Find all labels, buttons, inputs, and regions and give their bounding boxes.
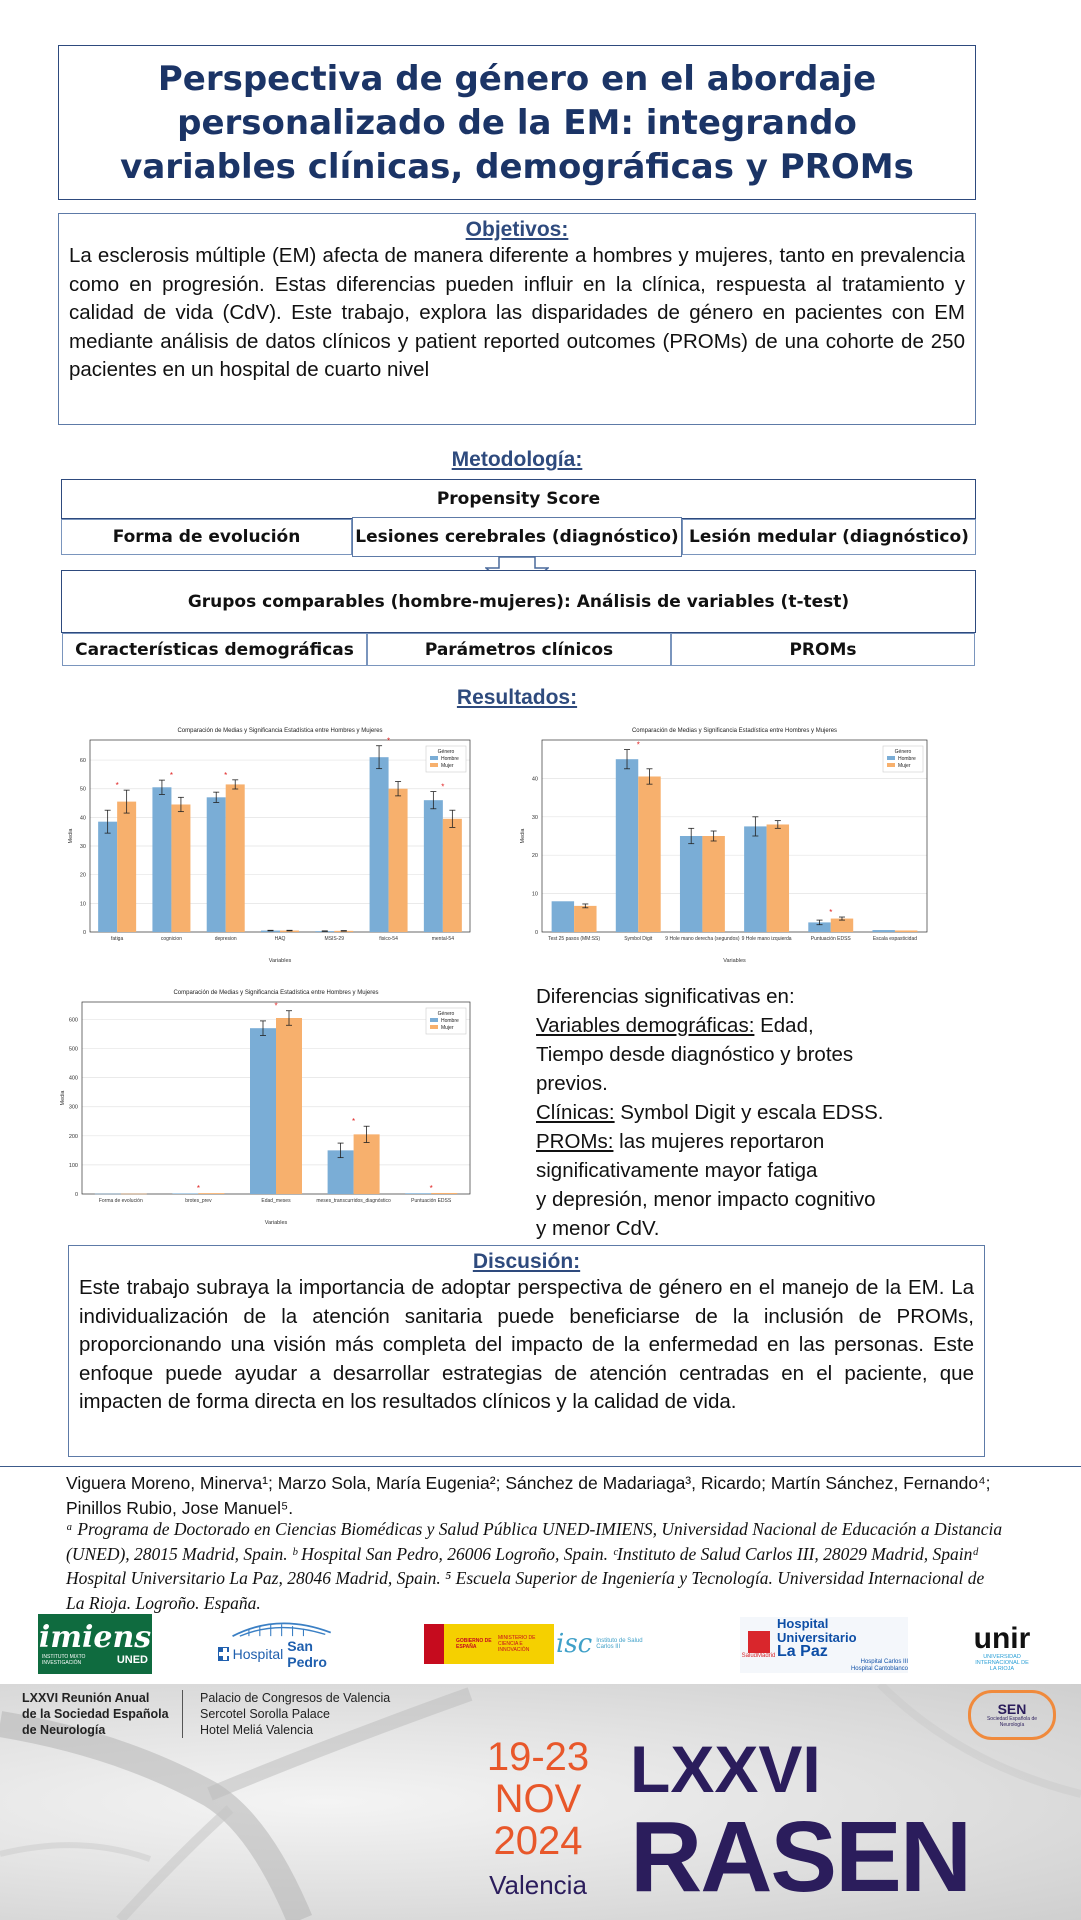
bar-mujer (767, 824, 789, 932)
chart-title: Comparación de Medias y Significancia Estadística entre Hombres y Mujeres (173, 990, 379, 996)
bar-mujer (702, 836, 724, 932)
significance-marker: * (387, 736, 391, 746)
legend-swatch (430, 763, 438, 767)
method-cell-clinicos (367, 633, 671, 666)
congress-name: RASEN (630, 1801, 971, 1913)
method-cell-label: Lesión medular (diagnóstico) (689, 527, 969, 547)
spain-flag-icon (424, 1624, 444, 1664)
x-tick-label: 9 Hole mano izquierda (741, 936, 792, 942)
legend-swatch (430, 1025, 438, 1029)
x-tick-label: Symbol Digit (624, 936, 653, 942)
findings-line: significativamente mayor fatiga (536, 1159, 818, 1182)
bar-hombre (250, 1028, 276, 1194)
sen-logo-text: SEN (997, 1701, 1027, 1717)
chart-clinicos (516, 722, 935, 966)
chart-demograficos (56, 984, 478, 1228)
gobierno-label: GOBIERNO DE ESPAÑA (456, 1638, 492, 1650)
grupos-comparables-box (61, 570, 976, 633)
y-tick-label: 20 (531, 853, 538, 860)
x-tick-label: Edad_meses (261, 1198, 291, 1204)
x-tick-label: Puntuación EDSS (810, 936, 851, 942)
y-axis-label: Media (520, 828, 526, 844)
objetivos-heading: Objetivos: (465, 218, 569, 241)
meeting-title (22, 1690, 169, 1738)
y-tick-label: 0 (74, 1192, 78, 1198)
banner-divider (182, 1690, 183, 1738)
bar-mujer (171, 804, 190, 932)
significance-marker: * (352, 1117, 356, 1127)
x-axis-label: Variables (723, 958, 746, 964)
x-tick-label: Forma de evolución (98, 1198, 143, 1204)
hospital-san-pedro-logo (218, 1618, 340, 1670)
venue-line: Palacio de Congresos de Valencia (200, 1691, 391, 1705)
title-box (58, 45, 976, 200)
y-tick-label: 0 (82, 930, 86, 936)
findings-line-text: las mujeres reportaron (613, 1130, 825, 1153)
findings-text (536, 982, 956, 1243)
objetivos-section (58, 213, 976, 425)
x-tick-label: fisico-54 (379, 936, 398, 942)
legend-label: Mujer (441, 763, 454, 769)
sen-logo-subtitle: Sociedad Española de Neurología (986, 1716, 1038, 1728)
bar-hombre (744, 826, 766, 932)
unir-logo (960, 1620, 1044, 1676)
discusion-section (68, 1245, 985, 1457)
authors-list: Viguera Moreno, Minerva¹; Marzo Sola, María Eugenia²; Sánchez de Madariaga³, Ricardo; Martín Sánchez, Fernando⁴; Pinillos Rubio, Jose Manuel⁵. (66, 1473, 991, 1518)
x-tick-label: depresion (214, 936, 237, 942)
la-paz-label-a: Hospital Universitario (777, 1616, 857, 1645)
isciii-label: Instituto de Salud Carlos III (596, 1638, 643, 1650)
y-tick-label: 200 (68, 1133, 78, 1140)
imiens-logo (38, 1614, 152, 1674)
dates-month: NOV (494, 1777, 582, 1821)
bar-hombre (207, 797, 226, 932)
bar-hombre (552, 901, 574, 932)
congress-dates (478, 1736, 598, 1862)
bar-mujer (121, 1194, 147, 1195)
gobierno-espana-logo (424, 1624, 554, 1664)
dates-year: 2024 (493, 1819, 583, 1863)
method-cell-demograficas (62, 633, 367, 666)
grupos-comparables-label: Grupos comparables (hombre-mujeres): Análisis de variables (t-test) (187, 591, 850, 612)
findings-line-text: Edad, (754, 1014, 814, 1037)
findings-line-text: Symbol Digit y escala EDSS. (614, 1101, 884, 1124)
bar-mujer (226, 784, 245, 932)
bar-mujer (117, 802, 136, 932)
legend-swatch (430, 1018, 438, 1022)
y-tick-label: 30 (79, 844, 86, 851)
venue-list (200, 1690, 390, 1738)
bar-hombre (95, 1194, 121, 1195)
x-tick-label: 9 Hole mano derecha (segundos) (665, 936, 740, 942)
x-tick-label: Test 25 pasos (MM:SS) (548, 936, 601, 942)
legend-title: Género (437, 749, 455, 755)
findings-label-proms: PROMs: (536, 1130, 614, 1153)
salud-madrid-label: SaludMadrid (741, 1653, 776, 1659)
la-paz-label-d: Hospital Cantoblanco (850, 1666, 908, 1672)
sen-logo (968, 1690, 1056, 1740)
affiliations: ᵃ Programa de Doctorado en Ciencias Biomédicas y Salud Pública UNED-IMIENS, Universidad Nacional de Educación a Distancia (UNED), 28015 Madrid, Spain. ᵇ Hospital San Pedro, 26006 Logroño, Spain. ᶜInstituto de Salud Carlos III, 28029 Madrid, Spainᵈ Hospital Universitario La Paz, 28046 Madrid, Spain. ⁵ Escuela Superior de Ingeniería y Tecnología. Universidad Internacional de La Rioja. Logroño. España. (66, 1519, 1003, 1613)
y-tick-label: 100 (68, 1162, 78, 1169)
y-tick-label: 0 (534, 930, 538, 936)
hospital-la-paz-logo (740, 1617, 908, 1673)
method-cell-label: Forma de evolución (112, 527, 301, 547)
method-cell-label: Parámetros clínicos (424, 639, 614, 660)
y-tick-label: 30 (531, 814, 538, 821)
legend-label: Hombre (441, 1018, 459, 1024)
legend-label: Hombre (441, 756, 459, 762)
meeting-title-line: de Neurología (22, 1723, 106, 1737)
resultados-heading: Resultados: (456, 686, 578, 709)
significance-marker: * (224, 770, 228, 780)
y-tick-label: 40 (79, 815, 86, 822)
x-tick-label: HAQ (274, 936, 286, 942)
section-divider (0, 1466, 1081, 1467)
method-cell-forma (61, 519, 352, 555)
la-paz-label-b: La Paz (777, 1643, 828, 1660)
san-pedro-logo-label-a: Hospital (232, 1646, 284, 1662)
x-tick-label: meses_transcurridos_diagnóstico (316, 1198, 391, 1204)
propensity-score-box (61, 479, 976, 519)
bar-mujer (443, 819, 462, 932)
x-tick-label: Puntuación EDSS (411, 1198, 452, 1204)
legend-label: Mujer (898, 763, 911, 769)
discusion-text: Este trabajo subraya la importancia de adoptar perspectiva de género en el manejo de la EM. La individualización de la atención sanitaria puede beneficiarse de la inclusión de PROMs, proporcionando una visión más completa del impacto de la enfermedad en las personas. Este enfoque puede ayudar a desarrollar estrategias de atención centradas en el paciente, que impacten de forma directa en los resultados clínicos y la calidad de vida. (79, 1276, 974, 1413)
venue-line: Sercotel Sorolla Palace (200, 1707, 330, 1721)
legend-swatch (430, 756, 438, 760)
bar-mujer (831, 919, 853, 932)
bar-hombre (680, 836, 702, 932)
imiens-logo-subtitle: INSTITUTO MIXTO INVESTIGACIÓN (42, 1654, 86, 1666)
bar-mujer (431, 1193, 457, 1194)
y-axis-label: Media (60, 1090, 66, 1106)
meeting-title-line: LXXVI Reunión Anual (22, 1691, 150, 1705)
x-tick-label: MSIS-29 (324, 936, 345, 942)
legend-swatch (887, 763, 895, 767)
x-tick-label: Escala espasticidad (872, 936, 918, 942)
chart-clinicos-svg (516, 722, 935, 966)
congress-city: Valencia (489, 1870, 587, 1900)
y-axis-label: Media (68, 828, 74, 844)
findings-label-demograficas: Variables demográficas: (536, 1014, 755, 1037)
findings-line: Diferencias significativas en: (536, 985, 795, 1008)
y-tick-label: 20 (79, 872, 86, 879)
y-tick-label: 60 (79, 758, 86, 765)
plot-frame (542, 740, 927, 932)
cross-icon (218, 1647, 229, 1661)
bar-hombre (424, 800, 443, 932)
venue-line: Hotel Meliá Valencia (200, 1723, 314, 1737)
bar-hombre (616, 759, 638, 932)
bar-mujer (198, 1193, 224, 1194)
bar-hombre (405, 1193, 431, 1194)
bar-mujer (638, 776, 660, 932)
findings-line: y depresión, menor impacto cognitivo (536, 1188, 876, 1211)
method-cell-label: Lesiones cerebrales (diagnóstico) (355, 527, 679, 547)
unir-logo-text: unir (973, 1622, 1031, 1655)
metodologia-heading: Metodología: (451, 448, 583, 471)
chart-proms-svg (64, 722, 478, 966)
significance-marker: * (441, 782, 445, 792)
method-cell-label: Características demográficas (75, 639, 354, 660)
isciii-mark-icon: isc (556, 1629, 593, 1659)
isciii-logo (556, 1626, 668, 1662)
unir-logo-subtitle: UNIVERSIDAD INTERNACIONAL DE LA RIOJA (975, 1654, 1029, 1672)
imiens-logo-text: imiens (38, 1620, 152, 1655)
objetivos-text: La esclerosis múltiple (EM) afecta de manera diferente a hombres y mujeres, tanto en prevalencia como en progresión. Estas diferencias pueden influir en la clínica, respuesta al tratamiento y calidad de vida (CdV). Este trabajo, explora las disparidades de género en pacientes con EM mediante análisis de datos clínicos y patient reported outcomes (PROMs) de una cohorte de 250 pacientes en un hospital de cuarto nivel (69, 244, 965, 381)
propensity-score-label: Propensity Score (436, 489, 601, 509)
bar-hombre (98, 822, 117, 932)
findings-line (536, 1127, 956, 1156)
bar-mujer (574, 906, 596, 932)
y-tick-label: 10 (79, 901, 86, 908)
bar-mujer (276, 1018, 302, 1194)
significance-marker: * (115, 781, 119, 791)
findings-line: previos. (536, 1072, 608, 1095)
findings-line (536, 1098, 956, 1127)
bar-hombre (370, 757, 389, 932)
y-tick-label: 300 (68, 1104, 78, 1111)
bar-mujer (389, 789, 408, 932)
method-cell-label: PROMs (789, 639, 857, 660)
method-cell-lesion-medular (682, 519, 976, 555)
y-tick-label: 400 (68, 1075, 78, 1082)
dates-days: 19-23 (486, 1735, 590, 1779)
congress-edition: LXXVI (630, 1732, 821, 1806)
san-pedro-logo-label-b: San Pedro (287, 1638, 327, 1670)
x-axis-label: Variables (268, 958, 292, 964)
legend-title: Género (437, 1011, 455, 1017)
salud-madrid-icon (748, 1631, 770, 1653)
y-tick-label: 50 (79, 786, 86, 793)
significance-marker: * (829, 908, 833, 918)
congress-banner (0, 1684, 1081, 1920)
method-cell-lesiones-cerebrales (352, 517, 682, 557)
bar-hombre (872, 930, 894, 932)
x-tick-label: fatiga (111, 936, 124, 942)
bar-hombre (152, 787, 171, 932)
poster-title: Perspectiva de género en el abordaje personalizado de la EM: integrando variables clínicas, demográficas y PROMs (120, 58, 914, 187)
significance-marker: * (169, 771, 173, 781)
y-tick-label: 600 (68, 1017, 78, 1024)
findings-line: y menor CdV. (536, 1217, 660, 1240)
findings-line (536, 1011, 956, 1040)
chart-demograficos-svg (56, 984, 478, 1228)
x-tick-label: brotes_prev (185, 1198, 212, 1204)
ministerio-label: MINISTERIO DE CIENCIA E INNOVACIÓN (498, 1635, 536, 1653)
bar-mujer (895, 930, 917, 932)
uned-logo-text: UNED (116, 1654, 148, 1666)
findings-line: Tiempo desde diagnóstico y brotes (536, 1043, 854, 1066)
method-cell-proms (671, 633, 975, 666)
legend-title: Género (894, 749, 912, 755)
discusion-heading: Discusión: (472, 1250, 581, 1273)
chart-title: Comparación de Medias y Significancia Estadística entre Hombres y Mujeres (177, 728, 383, 734)
y-tick-label: 500 (68, 1046, 78, 1053)
legend-label: Hombre (898, 756, 916, 762)
bar-hombre (172, 1193, 198, 1194)
y-tick-label: 10 (531, 891, 538, 898)
legend-swatch (887, 756, 895, 760)
x-tick-label: cognicion (160, 936, 182, 942)
y-tick-label: 40 (531, 776, 538, 783)
chart-title: Comparación de Medias y Significancia Estadística entre Hombres y Mujeres (631, 728, 838, 734)
significance-marker: * (274, 1001, 278, 1011)
significance-marker: * (196, 1184, 200, 1194)
meeting-title-line: de la Sociedad Española (22, 1707, 169, 1721)
significance-marker: * (429, 1183, 433, 1193)
significance-marker: * (636, 740, 640, 750)
x-tick-label: mental-54 (431, 936, 454, 942)
la-paz-label-c: Hospital Carlos III (860, 1659, 908, 1665)
hospital-building-icon (218, 1618, 338, 1638)
legend-label: Mujer (441, 1025, 454, 1031)
bar-mujer (354, 1134, 380, 1194)
chart-proms (64, 722, 478, 966)
x-axis-label: Variables (264, 1220, 288, 1226)
findings-label-clinicas: Clínicas: (536, 1101, 615, 1124)
